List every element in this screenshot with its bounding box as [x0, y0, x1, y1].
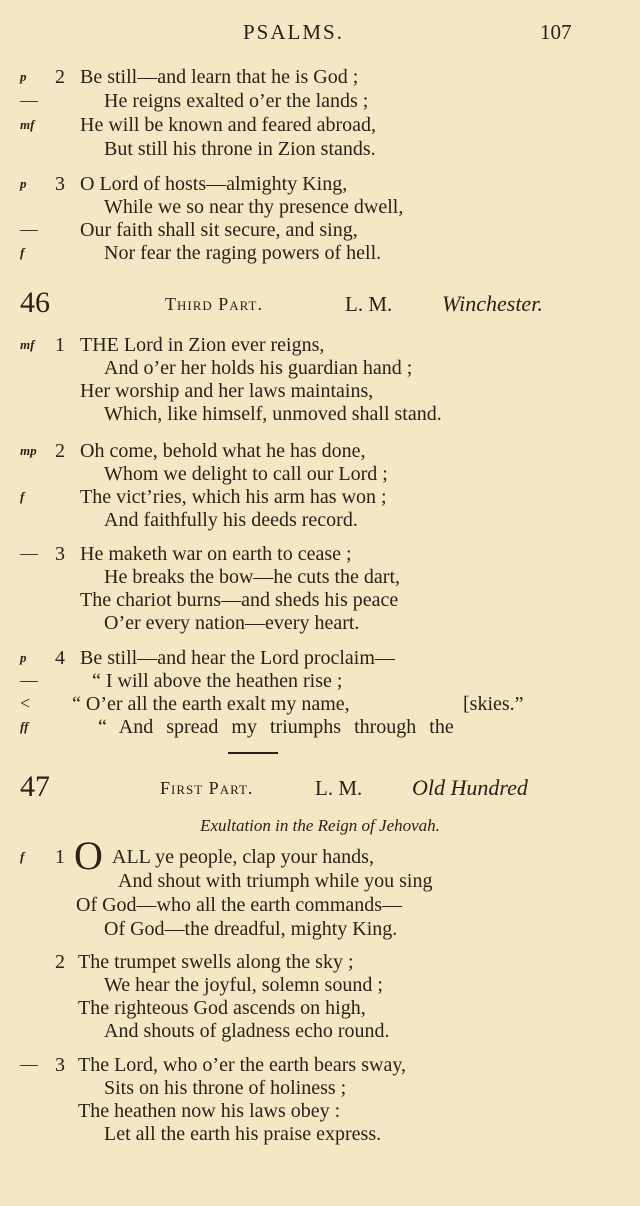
dynamic-mark: p: [20, 176, 27, 191]
dynamic-mark: f: [20, 489, 25, 504]
verse-number: 1: [55, 846, 65, 868]
verse-line: [0, 66, 640, 90]
verse-number: 2: [55, 66, 65, 88]
verse-line: [0, 173, 640, 197]
verse-text: And o’er her holds his guardian hand ;: [104, 357, 413, 379]
dynamic-mark: p: [20, 650, 27, 665]
verse-line: [0, 1123, 640, 1147]
dynamic-mark: ff: [20, 719, 29, 734]
verse-line: [0, 90, 640, 114]
verse-line: [0, 951, 640, 975]
verse-text: While we so near thy presence dwell,: [104, 196, 404, 218]
page-header: [0, 20, 640, 50]
verse-text: Nor fear the raging powers of hell.: [104, 242, 382, 264]
hymn-subtitle: Exultation in the Reign of Jehovah.: [200, 816, 440, 835]
verse-line: [0, 1100, 640, 1124]
verse-text: O’er every nation—every heart.: [104, 612, 360, 634]
verse-text: He maketh war on earth to cease ;: [80, 543, 352, 565]
verse-line: [0, 693, 640, 717]
verse-number: 4: [55, 647, 65, 669]
verse-line: [0, 114, 640, 138]
page-number: 107: [540, 20, 572, 44]
verse-text: ALL ye people, clap your hands,: [112, 846, 374, 868]
turnover-bracket: [skies.”: [463, 693, 524, 715]
verse-line: [0, 1054, 640, 1078]
hymn-meter: L. M.: [315, 776, 363, 800]
dynamic-mark: —: [20, 1054, 38, 1074]
verse-text: And shouts of gladness echo round.: [104, 1020, 390, 1042]
verse-number: 3: [55, 1054, 65, 1076]
verse-line: [0, 833, 640, 878]
verse-text: And shout with triumph while you sing: [118, 870, 433, 892]
verse-text: Oh come, behold what he has done,: [80, 440, 366, 462]
tune-name: Winchester.: [442, 291, 543, 316]
verse-line: [0, 612, 640, 636]
verse-line: [0, 894, 640, 918]
verse-text: He will be known and feared abroad,: [80, 114, 376, 136]
verse-text: Her worship and her laws maintains,: [80, 380, 374, 402]
verse-line: [0, 974, 640, 998]
verse-line: [0, 357, 640, 381]
verse-number: 3: [55, 173, 65, 195]
verse-line: [0, 870, 640, 894]
hymn-number: 46: [20, 286, 50, 319]
verse-line: [0, 403, 640, 427]
verse-text: “ And spread my triumphs through the: [98, 716, 454, 738]
verse-text: Whom we delight to call our Lord ;: [104, 463, 388, 485]
verse-text: We hear the joyful, solemn sound ;: [104, 974, 383, 996]
hymn-part: Third Part.: [165, 294, 264, 314]
hymn-number: 47: [20, 770, 50, 803]
running-title: PSALMS.: [243, 20, 344, 44]
verse-line: [0, 486, 640, 510]
verse-text: “ O’er all the earth exalt my name,: [72, 693, 350, 715]
verse-text: He breaks the bow—he cuts the dart,: [104, 566, 401, 588]
verse-line: [0, 1077, 640, 1101]
verse-number: 2: [55, 440, 65, 462]
verse-line: [0, 242, 640, 266]
dynamic-mark: f: [20, 245, 25, 260]
dynamic-mark: mf: [20, 117, 35, 132]
verse-number: 2: [55, 951, 65, 973]
verse-text: But still his throne in Zion stands.: [104, 138, 376, 160]
verse-line: [0, 440, 640, 464]
section-divider: [228, 752, 278, 754]
verse-line: [0, 716, 640, 740]
verse-line: [0, 647, 640, 671]
verse-text: The Lord, who o’er the earth bears sway,: [78, 1054, 407, 1076]
verse-line: [0, 566, 640, 590]
dynamic-mark: —: [20, 543, 38, 563]
verse-line: [0, 1020, 640, 1044]
verse-line: [0, 334, 640, 358]
verse-text: The chariot burns—and sheds his peace: [80, 589, 399, 611]
verse-text: O Lord of hosts—almighty King,: [80, 173, 348, 195]
verse-line: [0, 589, 640, 613]
verse-line: [0, 997, 640, 1021]
verse-text: And faithfully his deeds record.: [104, 509, 358, 531]
verse-text: Let all the earth his praise express.: [104, 1123, 382, 1145]
verse-line: [0, 509, 640, 533]
drop-cap: O: [74, 833, 103, 878]
verse-line: [0, 138, 640, 162]
verse-text: He reigns exalted o’er the lands ;: [104, 90, 369, 112]
verse-line: [0, 543, 640, 567]
verse-text: Sits on his throne of holiness ;: [104, 1077, 347, 1099]
verse-number: 1: [55, 334, 65, 356]
hymn-meter: L. M.: [345, 292, 393, 316]
verse-text: “ I will above the heathen rise ;: [92, 670, 343, 692]
dynamic-mark: —: [20, 219, 38, 239]
verse-text: Be still—and learn that he is God ;: [80, 66, 359, 88]
verse-line: [0, 463, 640, 487]
tune-name: Old Hundred: [412, 775, 528, 800]
hymn-part: First Part.: [160, 778, 254, 798]
verse-text: Of God—who all the earth commands—: [76, 894, 403, 916]
hymn-heading: [0, 286, 640, 326]
verse-text: The vict’ries, which his arm has won ;: [80, 486, 387, 508]
verse-line: [0, 219, 640, 243]
verse-text: Be still—and hear the Lord proclaim—: [80, 647, 395, 669]
verse-text: The trumpet swells along the sky ;: [78, 951, 354, 973]
dynamic-mark: mp: [20, 443, 37, 458]
verse-line: [0, 196, 640, 220]
verse-line: [0, 670, 640, 694]
dynamic-mark: p: [20, 69, 27, 84]
dynamic-mark: <: [20, 693, 31, 713]
dynamic-mark: —: [20, 90, 38, 110]
verse-text: The heathen now his laws obey :: [78, 1100, 341, 1122]
dynamic-mark: f: [20, 849, 25, 864]
hymn-heading: [0, 770, 640, 810]
verse-text: The righteous God ascends on high,: [78, 997, 366, 1019]
verse-text: Which, like himself, unmoved shall stand.: [104, 403, 442, 425]
dynamic-mark: —: [20, 670, 38, 690]
verse-text: THE Lord in Zion ever reigns,: [80, 334, 325, 356]
verse-number: 3: [55, 543, 65, 565]
verse-text: Our faith shall sit secure, and sing,: [80, 219, 358, 241]
verse-text: Of God—the dreadful, mighty King.: [104, 918, 398, 940]
verse-line: [0, 380, 640, 404]
dynamic-mark: mf: [20, 337, 35, 352]
verse-line: [0, 918, 640, 942]
